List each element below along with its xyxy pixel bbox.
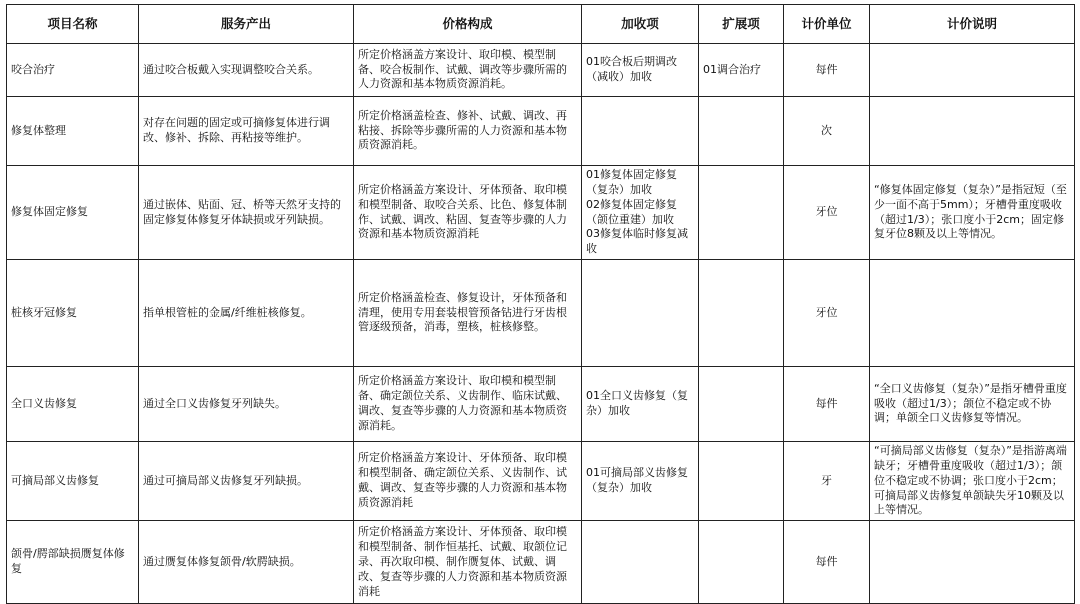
cell-service-output: 通过全口义齿修复牙列缺失。 [139,367,354,442]
cell-project-name: 修复体固定修复 [7,166,139,260]
pricing-table [6,4,1075,604]
table-row [7,260,1075,367]
cell-price-composition: 所定价格涵盖方案设计、牙体预备、取印模和模型制备、制作恒基托、试戴、取颌位记录、再次取印模、制作赝复体、试戴、调改、复查等步骤的人力资源和基本物质资源消耗 [354,521,582,604]
cell-project-name: 可摘局部义齿修复 [7,442,139,521]
cell-pricing-unit: 牙 [784,442,870,521]
cell-pricing-note [870,44,1075,97]
cell-pricing-unit: 每件 [784,367,870,442]
cell-extension [699,97,784,166]
cell-pricing-unit: 牙位 [784,166,870,260]
cell-service-output: 通过嵌体、贴面、冠、桥等天然牙支持的固定修复体修复牙体缺损或牙列缺损。 [139,166,354,260]
cell-price-composition: 所定价格涵盖方案设计、取印模和模型制备、确定颌位关系、义齿制作、临床试戴、调改、复查等步骤的人力资源和基本物质资源消耗。 [354,367,582,442]
table-row [7,367,1075,442]
table-row [7,44,1075,97]
cell-service-output: 通过可摘局部义齿修复牙列缺损。 [139,442,354,521]
cell-pricing-note [870,97,1075,166]
cell-service-output: 对存在问题的固定或可摘修复体进行调改、修补、拆除、再粘接等维护。 [139,97,354,166]
table-header-row [7,5,1075,44]
cell-extension: 01调合治疗 [699,44,784,97]
header-project-name: 项目名称 [7,5,139,44]
cell-project-name: 修复体整理 [7,97,139,166]
header-pricing-unit: 计价单位 [784,5,870,44]
cell-pricing-note [870,521,1075,604]
cell-pricing-note: “可摘局部义齿修复（复杂）”是指游离端缺牙；牙槽骨重度吸收（超过1/3）；颌位不稳定或不协调；张口度小于2cm；可摘局部义齿修复单颌缺失牙10颗及以上等情况。 [870,442,1075,521]
header-price-composition: 价格构成 [354,5,582,44]
cell-project-name: 全口义齿修复 [7,367,139,442]
table-row [7,442,1075,521]
cell-pricing-unit: 牙位 [784,260,870,367]
table-row [7,97,1075,166]
cell-surcharge: 01可摘局部义齿修复（复杂）加收 [582,442,699,521]
cell-extension [699,260,784,367]
table-row [7,166,1075,260]
cell-surcharge: 01咬合板后期调改（减收）加收 [582,44,699,97]
cell-extension [699,166,784,260]
cell-extension [699,367,784,442]
header-service-output: 服务产出 [139,5,354,44]
cell-service-output: 通过咬合板戴入实现调整咬合关系。 [139,44,354,97]
cell-pricing-note: “全口义齿修复（复杂）”是指牙槽骨重度吸收（超过1/3）；颌位不稳定或不协调；单颌全口义齿修复等情况。 [870,367,1075,442]
cell-pricing-unit: 次 [784,97,870,166]
cell-pricing-unit: 每件 [784,44,870,97]
cell-surcharge [582,260,699,367]
cell-pricing-note: “修复体固定修复（复杂）”是指冠短（至少一面不高于5mm）；牙槽骨重度吸收（超过1/3）；张口度小于2cm；固定修复牙位8颗及以上等情况。 [870,166,1075,260]
cell-surcharge [582,521,699,604]
cell-surcharge: 01全口义齿修复（复杂）加收 [582,367,699,442]
cell-surcharge: 01修复体固定修复（复杂）加收 02修复体固定修复（颌位重建）加收 03修复体临时修复减收 [582,166,699,260]
cell-pricing-note [870,260,1075,367]
cell-project-name: 咬合治疗 [7,44,139,97]
cell-project-name: 桩核牙冠修复 [7,260,139,367]
cell-price-composition: 所定价格涵盖检查、修复设计，牙体预备和清理，使用专用套装根管预备钻进行牙齿根管逐级预备，消毒，塑核，桩核修整。 [354,260,582,367]
header-extension: 扩展项 [699,5,784,44]
cell-price-composition: 所定价格涵盖方案设计、牙体预备、取印模和模型制备、取咬合关系、比色、修复体制作、试戴、调改、粘固、复查等步骤的人力资源和基本物质资源消耗 [354,166,582,260]
cell-surcharge [582,97,699,166]
cell-extension [699,521,784,604]
cell-price-composition: 所定价格涵盖方案设计、牙体预备、取印模和模型制备、确定颌位关系、义齿制作、试戴、调改、复查等步骤的人力资源和基本物质资源消耗 [354,442,582,521]
cell-price-composition: 所定价格涵盖方案设计、取印模、模型制备、咬合板制作、试戴、调改等步骤所需的人力资源和基本物质资源消耗。 [354,44,582,97]
cell-project-name: 颌骨/腭部缺损赝复体修复 [7,521,139,604]
header-pricing-note: 计价说明 [870,5,1075,44]
cell-extension [699,442,784,521]
cell-service-output: 通过赝复体修复颌骨/软腭缺损。 [139,521,354,604]
cell-pricing-unit: 每件 [784,521,870,604]
pricing-table-container [6,4,1074,598]
header-surcharge: 加收项 [582,5,699,44]
table-row [7,521,1075,604]
cell-price-composition: 所定价格涵盖检查、修补、试戴、调改、再粘接、拆除等步骤所需的人力资源和基本物质资源消耗。 [354,97,582,166]
cell-service-output: 指单根管桩的金属/纤维桩核修复。 [139,260,354,367]
